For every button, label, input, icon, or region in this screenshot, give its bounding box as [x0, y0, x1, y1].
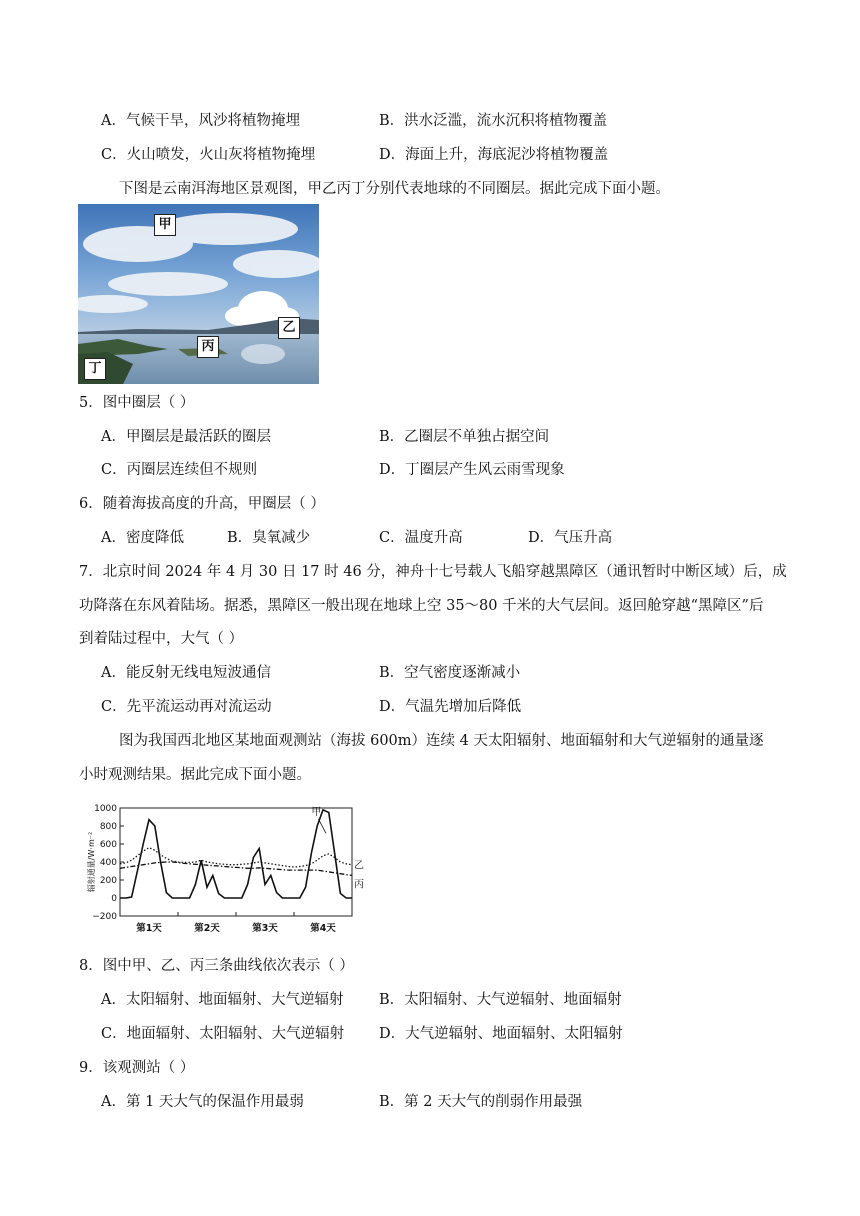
- q4-option-c: C．火山喷发，火山灰将植物掩埋: [101, 147, 316, 163]
- q8-stem: 8．图中甲、乙、丙三条曲线依次表示（ ）: [79, 958, 354, 974]
- q8-option-d: D．大气逆辐射、地面辐射、太阳辐射: [379, 1026, 623, 1042]
- photo-label-ding: 丁: [84, 358, 106, 380]
- q8-option-c: C．地面辐射、太阳辐射、大气逆辐射: [101, 1026, 345, 1042]
- x-category-label: 第4天: [310, 923, 336, 934]
- y-tick-label: 1000: [94, 804, 117, 814]
- q6-stem: 6．随着海拔高度的升高，甲圈层（ ）: [79, 496, 325, 512]
- series-line-1: [120, 810, 352, 898]
- q4-option-a: A．气候干旱，风沙将植物掩埋: [101, 113, 300, 129]
- q7-stem-line1: 7．北京时间 2024 年 4 月 30 日 17 时 46 分，神舟十七号载人飞船穿越黑障区（通讯暂时中断区域）后，成: [79, 564, 787, 580]
- q9-stem: 9．该观测站（ ）: [79, 1060, 195, 1076]
- chart-intro-line2: 小时观测结果。据此完成下面小题。: [79, 767, 311, 783]
- series-label-leader: [318, 819, 326, 833]
- q5-option-c: C．丙圈层连续但不规则: [101, 462, 258, 478]
- q6-option-a: A．密度降低: [101, 530, 184, 546]
- y-tick-label: 200: [99, 876, 117, 886]
- q5-option-d: D．丁圈层产生风云雨雪现象: [379, 462, 565, 478]
- series-line-2: [120, 848, 352, 867]
- photo-label-yi: 乙: [278, 317, 300, 339]
- q7-stem-line2: 功降落在东风着陆场。据悉，黑障区一般出现在地球上空 35～80 千米的大气层间。返回舱穿越“黑障区”后: [79, 598, 764, 614]
- y-tick-label: 400: [99, 858, 117, 868]
- y-tick-label: 0: [111, 894, 117, 904]
- chart-intro-line1: 图为我国西北地区某地面观测站（海拔 600m）连续 4 天太阳辐射、地面辐射和大气逆辐射的通量逐: [119, 733, 764, 749]
- radiation-flux-chart: [78, 800, 368, 940]
- y-tick-label: −200: [92, 912, 117, 922]
- q6-option-b: B．臭氧减少: [227, 530, 311, 546]
- q7-option-b: B．空气密度逐渐减小: [379, 665, 521, 681]
- q9-option-a: A．第 1 天大气的保温作用最弱: [101, 1094, 304, 1110]
- photo-label-jia: 甲: [154, 214, 176, 236]
- q5-option-a: A．甲圈层是最活跃的圈层: [101, 429, 271, 445]
- q9-option-b: B．第 2 天大气的削弱作用最强: [379, 1094, 583, 1110]
- series-label-jia: 甲: [311, 807, 322, 819]
- series-line-3: [120, 862, 352, 876]
- erhai-landscape-photo: [78, 204, 319, 384]
- q6-option-d: D．气压升高: [528, 530, 613, 546]
- q5-stem: 5．图中圈层（ ）: [79, 395, 195, 411]
- x-category-label: 第3天: [252, 923, 278, 934]
- q7-option-a: A．能反射无线电短波通信: [101, 665, 271, 681]
- chart-series: [120, 810, 352, 898]
- q6-option-c: C．温度升高: [379, 530, 463, 546]
- q8-option-a: A．太阳辐射、地面辐射、大气逆辐射: [101, 992, 344, 1008]
- q7-stem-line3: 到着陆过程中，大气（ ）: [79, 631, 244, 647]
- q7-option-d: D．气温先增加后降低: [379, 699, 522, 715]
- q4-option-b: B．洪水泛滥，流水沉积将植物覆盖: [379, 113, 608, 129]
- y-tick-label: 800: [99, 822, 117, 832]
- y-axis-label: 辐射通量/W·m⁻²: [87, 831, 96, 893]
- x-category-label: 第1天: [136, 923, 162, 934]
- photo-label-bing: 丙: [197, 336, 219, 358]
- q7-option-c: C．先平流运动再对流运动: [101, 699, 272, 715]
- photo-intro-text: 下图是云南洱海地区景观图，甲乙丙丁分别代表地球的不同圈层。据此完成下面小题。: [119, 181, 670, 197]
- y-tick-label: 600: [99, 840, 117, 850]
- chart-labels: [86, 804, 364, 934]
- q8-option-b: B．太阳辐射、大气逆辐射、地面辐射: [379, 992, 622, 1008]
- q4-option-d: D．海面上升，海底泥沙将植物覆盖: [379, 147, 609, 163]
- x-category-label: 第2天: [194, 923, 220, 934]
- series-label-bing: 丙: [354, 879, 364, 891]
- series-label-yi: 乙: [354, 860, 364, 872]
- q5-option-b: B．乙圈层不单独占据空间: [379, 429, 550, 445]
